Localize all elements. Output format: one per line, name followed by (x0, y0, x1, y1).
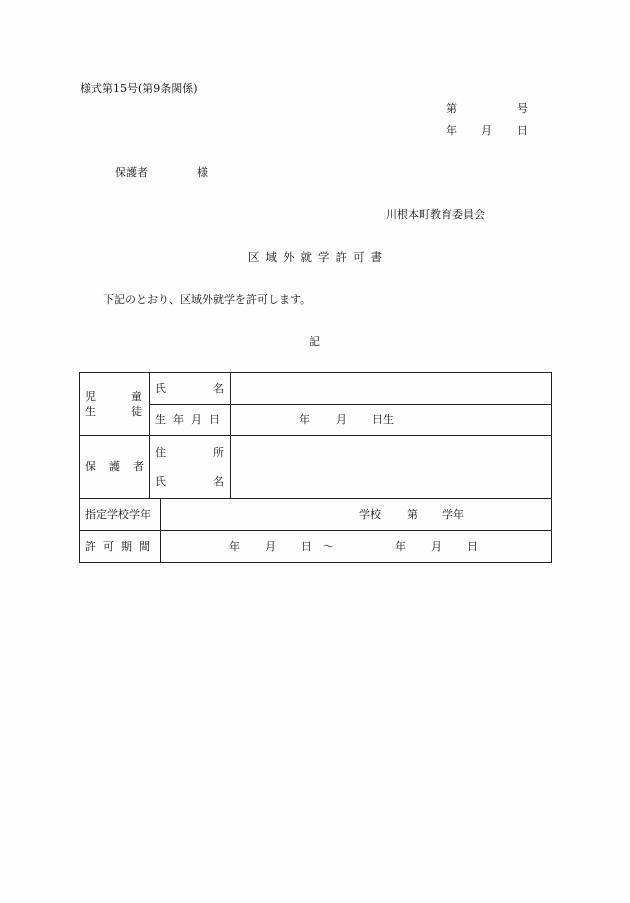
guardian-name-1: 氏 (155, 475, 166, 488)
period-label: 許可期間 (85, 540, 157, 553)
birth-month: 月 (336, 413, 347, 426)
child-label-3: 生 (85, 405, 96, 418)
date-month: 月 (481, 124, 492, 137)
birth-suffix: 日生 (372, 413, 394, 426)
form-number: 様式第15号(第9条関係) (80, 82, 198, 95)
date-day: 日 (517, 124, 528, 137)
recipient-honorific: 様 (197, 166, 208, 179)
row-line (79, 530, 552, 531)
col-line (149, 372, 150, 498)
child-label-2: 童 (131, 390, 142, 403)
row-line (79, 498, 552, 499)
name-label-1: 氏 (155, 382, 166, 395)
birth-year: 年 (299, 413, 310, 426)
from-day: 日 (301, 540, 312, 553)
guardian-label: 保護者 (85, 460, 157, 473)
to-month: 月 (431, 540, 442, 553)
school-suffix: 学校 (359, 508, 381, 521)
tilde: 〜 (323, 540, 334, 553)
from-year: 年 (229, 540, 240, 553)
col-line (160, 498, 161, 563)
ki-label: 記 (309, 335, 320, 348)
guardian-name-2: 名 (213, 475, 224, 488)
child-label-4: 徒 (131, 405, 142, 418)
school-label: 指定学校学年 (85, 508, 151, 521)
date-year: 年 (446, 124, 457, 137)
recipient-label: 保護者 (115, 166, 148, 179)
grade-prefix: 第 (407, 508, 418, 521)
col-line (230, 372, 231, 498)
issuer: 川根本町教育委員会 (386, 208, 485, 221)
to-year: 年 (395, 540, 406, 553)
address-label-1: 住 (155, 446, 166, 459)
address-label-2: 所 (213, 446, 224, 459)
child-label-1: 児 (85, 390, 96, 403)
to-day: 日 (467, 540, 478, 553)
from-month: 月 (265, 540, 276, 553)
body-text: 下記のとおり、区域外就学を許可します。 (103, 293, 312, 306)
grade-suffix: 学年 (442, 508, 464, 521)
document-title: 区域外就学許可書 (248, 250, 388, 264)
row-line (149, 404, 552, 405)
number-prefix: 第 (446, 102, 457, 115)
name-label-2: 名 (213, 382, 224, 395)
birth-label: 生年月日 (155, 413, 227, 426)
number-suffix: 号 (517, 102, 528, 115)
